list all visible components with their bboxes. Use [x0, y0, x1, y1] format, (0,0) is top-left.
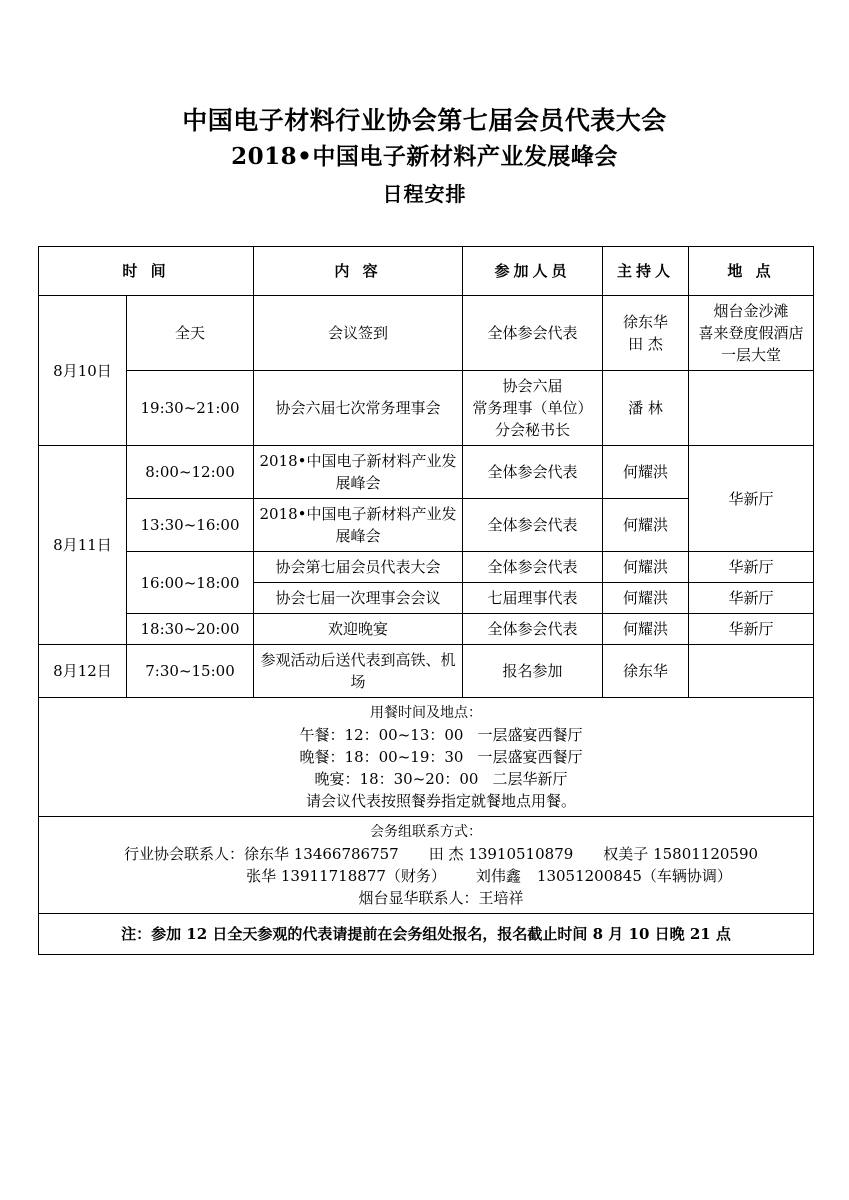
- footnote: 注：参加 12 日全天参观的代表请提前在会务组处报名，报名截止时间 8 月 10 日晚 21 点: [39, 914, 814, 955]
- content-summit-pm: 2018•中国电子新材料产业发展峰会: [254, 499, 463, 552]
- host-heyaohong: 何耀洪: [603, 583, 689, 614]
- meal-location: 二层华新厅: [492, 770, 568, 788]
- contact-phone: 13466786757: [293, 845, 399, 863]
- meal-location: 一层盛宴西餐厅: [477, 726, 583, 744]
- meal-location: 一层盛宴西餐厅: [477, 748, 583, 766]
- meal-label: 晚宴：: [314, 770, 360, 788]
- host-xudonghua: 徐东华: [603, 645, 689, 698]
- contact-phone: 13910510879: [468, 845, 574, 863]
- host-heyaohong: 何耀洪: [603, 614, 689, 645]
- table-row: [39, 446, 814, 499]
- meal-label: 午餐：: [299, 726, 345, 744]
- page-subtitle: 2018•中国电子新材料产业发展峰会: [231, 143, 618, 170]
- time-1930-2100: 19:30~21:00: [127, 371, 254, 446]
- meals-section: [39, 698, 814, 817]
- table-header-row: [39, 247, 814, 296]
- schedule-label: 日程安排: [382, 182, 467, 206]
- date-aug11: 8月11日: [39, 446, 127, 645]
- participants-council-delegates: 七届理事代表: [463, 583, 603, 614]
- host-name-1: 徐东华: [623, 313, 669, 331]
- host-name-2: 田 杰: [628, 335, 663, 353]
- place-line-2: 喜来登度假酒店: [698, 324, 804, 342]
- place-empty: [689, 645, 814, 698]
- meals-note: 请会议代表按照餐券指定就餐地点用餐。: [306, 792, 577, 810]
- meal-item-lunch: [43, 724, 809, 746]
- meals-heading: 用餐时间及地点：: [370, 705, 482, 721]
- content-signin: 会议签到: [254, 296, 463, 371]
- content-standing-council: 协会六届七次常务理事会: [254, 371, 463, 446]
- participants-all-delegates: 全体参会代表: [463, 614, 603, 645]
- contact-name: 田 杰: [428, 845, 464, 863]
- contacts-yantai-line: [43, 887, 809, 909]
- content-summit-am: 2018•中国电子新材料产业发展峰会: [254, 446, 463, 499]
- document-header: [0, 0, 849, 212]
- time-1830-2000: 18:30~20:00: [127, 614, 254, 645]
- participants-all-delegates: 全体参会代表: [463, 446, 603, 499]
- time-1600-1800: 16:00~18:00: [127, 552, 254, 614]
- contact-phone: 13051200845: [536, 867, 642, 885]
- meal-time: 18：00~19：30: [344, 748, 464, 766]
- place-line-3: 一层大堂: [721, 346, 782, 364]
- meals-row: [39, 698, 814, 817]
- participants-cell: [463, 371, 603, 446]
- contact-name: 刘伟鑫: [475, 867, 521, 885]
- contact-name: 徐东华: [243, 845, 289, 863]
- place-huaxin-hall: 华新厅: [689, 583, 814, 614]
- contact-name: 张华: [246, 867, 277, 885]
- meal-label: 晚餐：: [299, 748, 345, 766]
- content-welcome-banquet: 欢迎晚宴: [254, 614, 463, 645]
- meal-item-dinner: [43, 746, 809, 768]
- time-allday: 全天: [127, 296, 254, 371]
- host-heyaohong: 何耀洪: [603, 552, 689, 583]
- participants-all-delegates: 全体参会代表: [463, 552, 603, 583]
- table-row: [39, 614, 814, 645]
- table-row: [39, 552, 814, 583]
- participants-line-2: 常务理事（单位）: [472, 399, 593, 417]
- place-line-1: 烟台金沙滩: [713, 302, 789, 320]
- contact-role: （车辆协调）: [641, 867, 732, 885]
- table-row: [39, 371, 814, 446]
- date-aug10: 8月10日: [39, 296, 127, 446]
- header-content: 内 容: [254, 247, 463, 296]
- header-participants: 参加人员: [463, 247, 603, 296]
- place-empty: [689, 371, 814, 446]
- meal-item-banquet: [43, 768, 809, 790]
- content-tour-transfer: 参观活动后送代表到高铁、机场: [254, 645, 463, 698]
- meal-time: 12：00~13：00: [344, 726, 464, 744]
- contacts-association-label: 行业协会联系人：: [123, 845, 244, 863]
- meal-time: 18：30~20：00: [359, 770, 479, 788]
- table-row: [39, 296, 814, 371]
- contacts-heading: 会务组联系方式：: [370, 824, 482, 840]
- place-huaxin-hall: 华新厅: [689, 446, 814, 552]
- place-cell-hotel: [689, 296, 814, 371]
- contacts-row: [39, 817, 814, 914]
- contacts-association-line-2: [43, 865, 809, 887]
- contact-name: 王培祥: [478, 889, 524, 907]
- place-huaxin-hall: 华新厅: [689, 552, 814, 583]
- participants-line-1: 协会六届: [502, 377, 563, 395]
- contacts-section: [39, 817, 814, 914]
- table-row: [39, 645, 814, 698]
- participants-all-delegates: 全体参会代表: [463, 296, 603, 371]
- schedule-table: [38, 246, 814, 955]
- time-1330-1600: 13:30~16:00: [127, 499, 254, 552]
- header-host: 主持人: [603, 247, 689, 296]
- contact-name: 权美子: [603, 845, 649, 863]
- contacts-association-line-1: [43, 843, 809, 865]
- participants-registered: 报名参加: [463, 645, 603, 698]
- footnote-row: [39, 914, 814, 955]
- page-title: 中国电子材料行业协会第七届会员代表大会: [182, 106, 667, 135]
- contact-role: （财务）: [385, 867, 446, 885]
- contacts-yantai-label: 烟台显华联系人：: [358, 889, 479, 907]
- content-council-meeting: 协会七届一次理事会会议: [254, 583, 463, 614]
- header-place: 地 点: [689, 247, 814, 296]
- header-time: 时 间: [39, 247, 254, 296]
- content-members-congress: 协会第七届会员代表大会: [254, 552, 463, 583]
- contact-phone: 13911718877: [280, 867, 386, 885]
- participants-line-3: 分会秘书长: [495, 421, 571, 439]
- participants-all-delegates: 全体参会代表: [463, 499, 603, 552]
- place-huaxin-hall: 华新厅: [689, 614, 814, 645]
- contact-phone: 15801120590: [653, 845, 759, 863]
- host-panlin: 潘 林: [603, 371, 689, 446]
- date-aug12: 8月12日: [39, 645, 127, 698]
- host-heyaohong: 何耀洪: [603, 446, 689, 499]
- time-0730-1500: 7:30~15:00: [127, 645, 254, 698]
- host-cell: [603, 296, 689, 371]
- host-heyaohong: 何耀洪: [603, 499, 689, 552]
- time-0800-1200: 8:00~12:00: [127, 446, 254, 499]
